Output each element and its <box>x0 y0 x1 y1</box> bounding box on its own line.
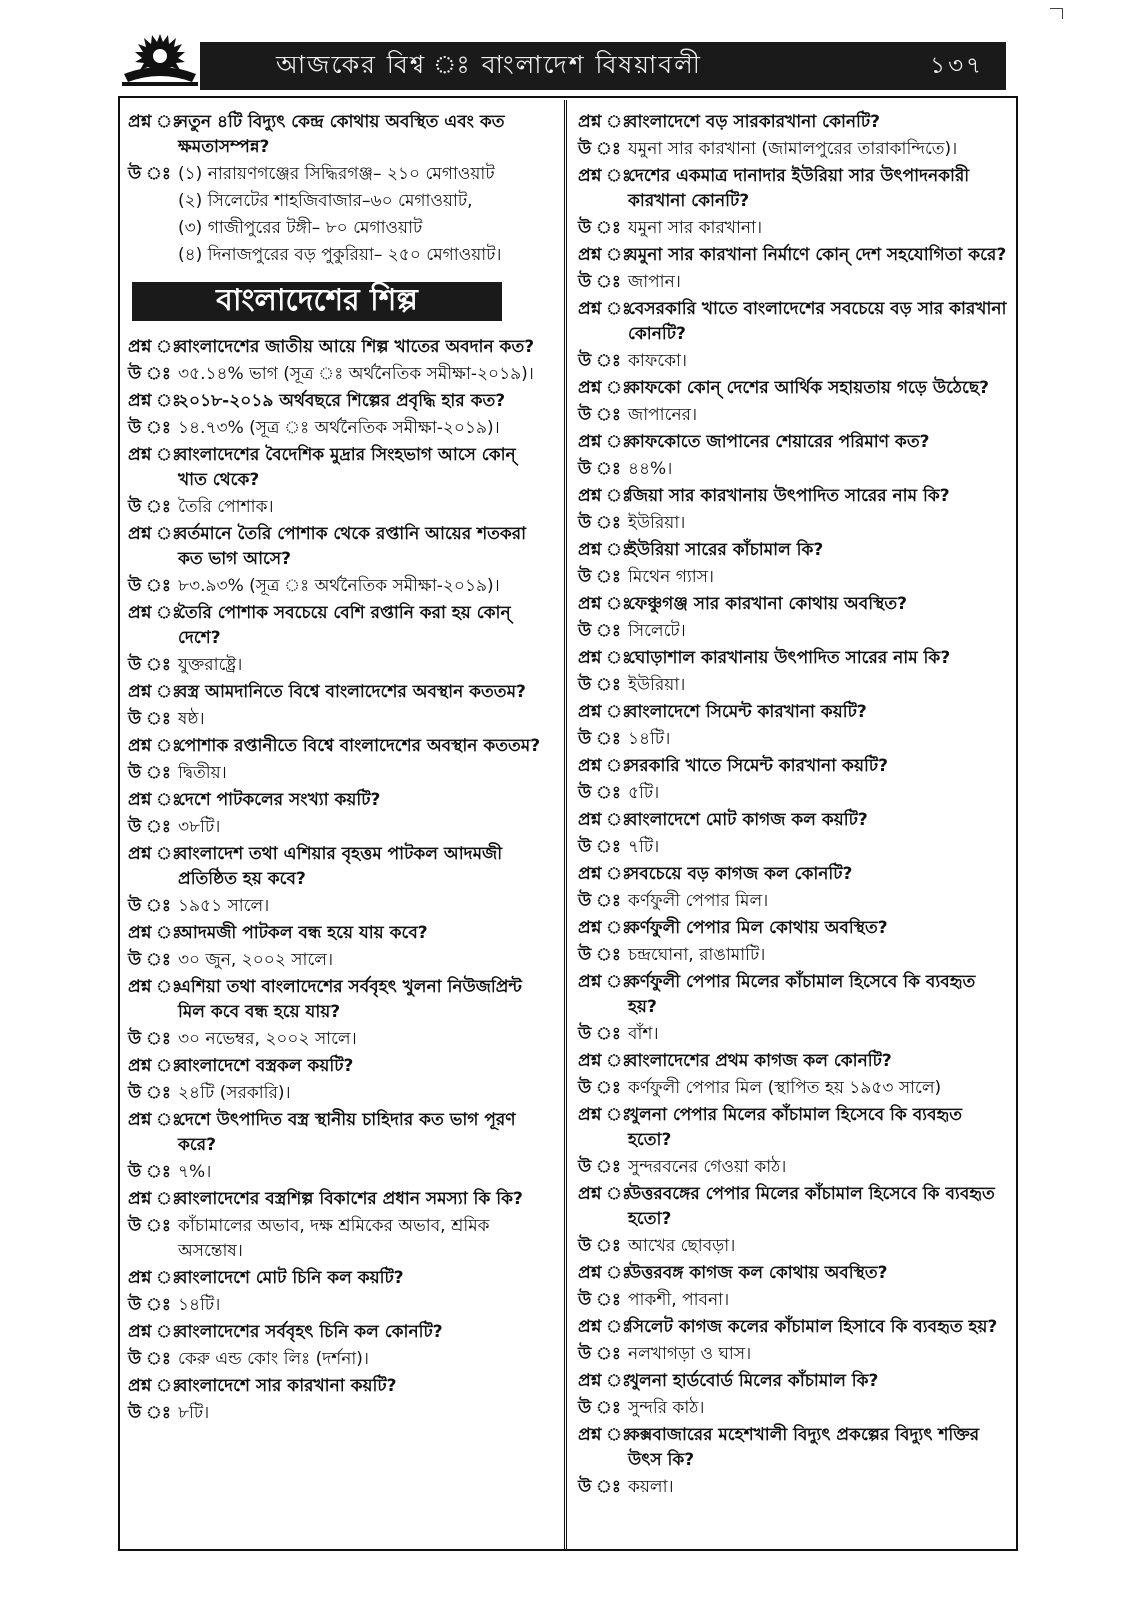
answer-label: উ ঃ <box>578 1024 621 1044</box>
question-text: ২০১৮-২০১৯ অর্থবছরে শিল্পের প্রবৃদ্ধি হার কত? <box>178 391 506 411</box>
question <box>128 1187 548 1212</box>
answer <box>128 1401 548 1426</box>
question <box>128 522 548 572</box>
answer-item: (১) নারায়ণগঞ্জের সিদ্ধিরগঞ্জ– ২১০ মেগাওয়াট <box>178 164 495 184</box>
question-label: প্রশ্ন ঃ <box>578 1371 632 1391</box>
answer-text: দ্বিতীয়। <box>178 763 227 783</box>
answer-text: কাফকো। <box>628 351 687 371</box>
answer <box>578 565 1008 590</box>
question-label: প্রশ্ন ঃ <box>128 445 182 465</box>
answer <box>578 673 1008 698</box>
question-text: জিয়া সার কারখানায় উৎপাদিত সারের নাম কি? <box>628 486 950 506</box>
answer-label: উ ঃ <box>578 1398 621 1418</box>
question-label: প্রশ্ন ঃ <box>128 1376 182 1396</box>
page-header <box>200 42 1006 90</box>
answer <box>578 889 1008 914</box>
question-text: বাংলাদেশের বৈদেশিক মুদ্রার সিংহভাগ আসে কোন্ খাত থেকে? <box>178 445 516 490</box>
question <box>128 734 548 759</box>
answer <box>578 943 1008 968</box>
question <box>128 335 548 360</box>
question-text: ইউরিয়া সারের কাঁচামাল কি? <box>628 540 824 560</box>
question-label: প্রশ্ন ঃ <box>128 1110 182 1130</box>
question-text: বাংলাদেশে মোট চিনি কল কয়টি? <box>178 1268 404 1288</box>
answer-label: উ ঃ <box>578 513 621 533</box>
answer-text: ৫টি। <box>628 783 660 803</box>
question <box>578 592 1008 617</box>
question-label: প্রশ্ন ঃ <box>128 977 182 997</box>
question-text: কর্ণফুলী পেপার মিলের কাঁচামাল হিসেবে কি ব্যবহৃত হয়? <box>628 972 976 1017</box>
answer-label: উ ঃ <box>578 351 621 371</box>
answer-text: চন্দ্রঘোনা, রাঙামাটি। <box>628 945 766 965</box>
answer <box>578 137 1008 162</box>
question-label: প্রশ্ন ঃ <box>128 682 182 702</box>
answer-text: ৩০ নভেম্বর, ২০০২ সালে। <box>178 1029 357 1049</box>
answer <box>128 416 548 441</box>
answer <box>578 216 1008 241</box>
answer-text: ১৪টি। <box>628 729 671 749</box>
answer <box>578 1288 1008 1313</box>
question-label: প্রশ্ন ঃ <box>578 540 632 560</box>
answer <box>128 653 548 678</box>
answer <box>128 362 548 387</box>
answer-text: কেরু এন্ড কোং লিঃ (দর্শনা)। <box>178 1349 369 1369</box>
answer <box>128 1160 548 1185</box>
answer-label: উ ঃ <box>128 763 171 783</box>
answer-text: সুন্দরবনের গেওয়া কাঠ। <box>628 1157 787 1177</box>
answer <box>578 1475 1008 1500</box>
question-label: প্রশ্ন ঃ <box>578 1317 632 1337</box>
question <box>578 1369 1008 1394</box>
question-text: ফেঞ্চুগঞ্জ সার কারখানা কোথায় অবস্থিত? <box>628 594 907 614</box>
answer <box>128 761 548 786</box>
question-text: কক্সবাজারের মহেশখালী বিদ্যুৎ প্রকল্পের বিদ্যুৎ শক্তির উৎস কি? <box>628 1425 980 1470</box>
answer-text: যমুনা সার কারখানা। <box>628 218 763 238</box>
answer-text: পাকশী, পাবনা। <box>628 1290 730 1310</box>
answer <box>578 619 1008 644</box>
answer-text: ৩৮টি। <box>178 817 221 837</box>
answer-text: কয়লা। <box>628 1477 674 1497</box>
question-text: বেসরকারি খাতে বাংলাদেশের সবচেয়ে বড় সার কারখানা কোনটি? <box>628 299 1007 344</box>
answer <box>578 1022 1008 1047</box>
answer-label: উ ঃ <box>128 164 171 184</box>
corner-mark <box>1050 8 1063 19</box>
left-qa-list <box>128 335 548 1426</box>
question-label: প্রশ্ন ঃ <box>128 844 182 864</box>
answer <box>578 349 1008 374</box>
question-label: প্রশ্ন ঃ <box>578 299 632 319</box>
question-text: বাংলাদেশের সর্ববৃহৎ চিনি কল কোনটি? <box>178 1322 443 1342</box>
question <box>578 646 1008 671</box>
answer <box>578 457 1008 482</box>
answer-text: যুক্তরাষ্ট্রে। <box>178 655 243 675</box>
answer-text: ৭%। <box>178 1162 212 1182</box>
answer-item: (৪) দিনাজপুরের বড় পুকুরিয়া– ২৫০ মেগাওয়াট। <box>178 245 502 265</box>
answer-label: উ ঃ <box>578 621 621 641</box>
question <box>128 921 548 946</box>
answer-text: আখের ছোবড়া। <box>628 1236 736 1256</box>
question-label: প্রশ্ন ঃ <box>128 337 182 357</box>
answer-text: জাপান। <box>628 272 681 292</box>
question-text: বাংলাদেশে সার কারখানা কয়টি? <box>178 1376 397 1396</box>
question-label: প্রশ্ন ঃ <box>128 524 182 544</box>
answer <box>578 511 1008 536</box>
question-label: প্রশ্ন ঃ <box>578 245 632 265</box>
question <box>578 376 1008 401</box>
question-text: খুলনা হার্ডবোর্ড মিলের কাঁচামাল কি? <box>628 1371 879 1391</box>
answer-text: কর্ণফুলী পেপার মিল (স্থাপিত হয় ১৯৫৩ সালে) <box>628 1078 942 1098</box>
answer-list <box>178 162 548 270</box>
question-label: প্রশ্ন ঃ <box>578 756 632 776</box>
question-label: প্রশ্ন ঃ <box>578 378 632 398</box>
answer <box>578 727 1008 752</box>
answer <box>128 1081 548 1106</box>
question-text: বাংলাদেশের প্রথম কাগজ কল কোনটি? <box>628 1051 892 1071</box>
question-label: প্রশ্ন ঃ <box>128 790 182 810</box>
question <box>578 164 1008 214</box>
answer <box>578 1396 1008 1421</box>
answer <box>128 495 548 520</box>
question <box>578 538 1008 563</box>
answer-text: ১৯৫১ সালে। <box>178 896 270 916</box>
answer-label: উ ঃ <box>128 418 171 438</box>
answer-label: উ ঃ <box>128 364 171 384</box>
answer-label: উ ঃ <box>128 817 171 837</box>
answer-label: উ ঃ <box>578 1078 621 1098</box>
answer-label: উ ঃ <box>128 1216 171 1236</box>
answer-text: ইউরিয়া। <box>628 675 686 695</box>
question-label: প্রশ্ন ঃ <box>128 391 182 411</box>
question-label: প্রশ্ন ঃ <box>578 810 632 830</box>
answer <box>578 1342 1008 1367</box>
question <box>128 1266 548 1291</box>
question <box>578 1315 1008 1340</box>
question-label: প্রশ্ন ঃ <box>578 1184 632 1204</box>
question-text: পোশাক রপ্তানীতে বিশ্বে বাংলাদেশের অবস্থান কততম? <box>178 736 541 756</box>
question-text: সবচেয়ে বড় কাগজ কল কোনটি? <box>628 864 853 884</box>
page-number: ১৩৭ <box>930 52 984 79</box>
answer <box>128 574 548 599</box>
question <box>578 1103 1008 1153</box>
answer-text: কাঁচামালের অভাব, দক্ষ শ্রমিকের অভাব, শ্রমিক অসন্তোষ। <box>178 1216 490 1261</box>
answer-label: উ ঃ <box>128 1083 171 1103</box>
question-label: প্রশ্ন ঃ <box>128 1322 182 1342</box>
question-label: প্রশ্ন ঃ <box>128 1056 182 1076</box>
question-label: প্রশ্ন ঃ <box>128 1268 182 1288</box>
answer-label: উ ঃ <box>128 1349 171 1369</box>
question <box>128 601 548 651</box>
header-title: আজকের বিশ্ব ঃ বাংলাদেশ বিষয়াবলী <box>276 49 702 79</box>
answer-label: উ ঃ <box>128 1295 171 1315</box>
question <box>128 788 548 813</box>
question-text: নতুন ৪টি বিদ্যুৎ কেন্দ্র কোথায় অবস্থিত এবং কত ক্ষমতাসম্পন্ন? <box>178 112 505 157</box>
answer-item: (২) সিলেটের শাহজিবাজার–৬০ মেগাওয়াট, <box>178 191 473 211</box>
question <box>128 842 548 892</box>
answer-label: উ ঃ <box>578 1290 621 1310</box>
answer-text: ৮৩.৯৩% (সূত্র ঃ অর্থনৈতিক সমীক্ষা-২০১৯)। <box>178 576 500 596</box>
question <box>128 1374 548 1399</box>
question <box>578 484 1008 509</box>
question-text: উত্তরবঙ্গের পেপার মিলের কাঁচামাল হিসেবে কি ব্যবহৃত হতো? <box>628 1184 995 1229</box>
answer-text: ৩৫.১৪% ভাগ (সূত্র ঃ অর্থনৈতিক সমীক্ষা-২০১৯)। <box>178 364 534 384</box>
question-text: বাংলাদেশের বস্ত্রশিল্প বিকাশের প্রধান সমস্যা কি কি? <box>178 1189 523 1209</box>
question-label: প্রশ্ন ঃ <box>128 736 182 756</box>
question-text: এশিয়া তথা বাংলাদেশের সর্ববৃহৎ খুলনা নিউজপ্রিন্ট মিল কবে বন্ধ হয়ে যায়? <box>178 977 522 1022</box>
question <box>578 862 1008 887</box>
left-column <box>128 110 548 1428</box>
answer-label: উ ঃ <box>128 1403 171 1423</box>
question <box>578 110 1008 135</box>
question <box>128 680 548 705</box>
right-qa-list <box>578 110 1008 1500</box>
answer-item: (৩) গাজীপুরের টঙ্গী– ৮০ মেগাওয়াট <box>178 218 423 238</box>
answer <box>578 403 1008 428</box>
right-column <box>578 110 1008 1502</box>
question <box>578 970 1008 1020</box>
question-text: খুলনা পেপার মিলের কাঁচামাল হিসেবে কি ব্যবহৃত হতো? <box>628 1105 963 1150</box>
question-text: উত্তরবঙ্গ কাগজ কল কোথায় অবস্থিত? <box>628 1263 888 1283</box>
question-text: কাফকো কোন্ দেশের আর্থিক সহায়তায় গড়ে উঠেছে? <box>628 378 990 398</box>
question <box>578 754 1008 779</box>
answer <box>128 948 548 973</box>
answer-text: ষষ্ঠ। <box>178 709 205 729</box>
column-divider <box>564 100 567 1550</box>
answer-label: উ ঃ <box>128 655 171 675</box>
answer <box>578 1234 1008 1259</box>
answer-label: উ ঃ <box>578 1477 621 1497</box>
answer-label: উ ঃ <box>578 567 621 587</box>
answer <box>128 1027 548 1052</box>
question-label: প্রশ্ন ঃ <box>578 972 632 992</box>
answer-label: উ ঃ <box>578 675 621 695</box>
question-label: প্রশ্ন ঃ <box>578 112 632 132</box>
answer-label: উ ঃ <box>578 139 621 159</box>
answer <box>128 815 548 840</box>
question <box>578 297 1008 347</box>
question-label: প্রশ্ন ঃ <box>128 923 182 943</box>
question-label: প্রশ্ন ঃ <box>578 166 632 186</box>
question-text: বাংলাদেশে বস্ত্রকল কয়টি? <box>178 1056 354 1076</box>
question-label: প্রশ্ন ঃ <box>578 918 632 938</box>
answer <box>128 162 548 270</box>
question-text: দেশে উৎপাদিত বস্ত্র স্থানীয় চাহিদার কত ভাগ পূরণ করে? <box>178 1110 516 1155</box>
question <box>128 1108 548 1158</box>
answer <box>578 1155 1008 1180</box>
answer-label: উ ঃ <box>128 497 171 517</box>
question-text: কর্ণফুলী পেপার মিল কোথায় অবস্থিত? <box>628 918 888 938</box>
question-text: কাফকোতে জাপানের শেয়ারের পরিমাণ কত? <box>628 432 930 452</box>
question <box>578 1049 1008 1074</box>
answer <box>128 1347 548 1372</box>
question <box>578 916 1008 941</box>
question <box>128 975 548 1025</box>
answer-text: ৭টি। <box>628 837 660 857</box>
question <box>128 110 548 160</box>
answer-text: ২৪টি (সরকারি)। <box>178 1083 291 1103</box>
question <box>578 1182 1008 1232</box>
answer-text: ১৪টি। <box>178 1295 221 1315</box>
answer-label: উ ঃ <box>128 896 171 916</box>
question <box>578 700 1008 725</box>
question-label: প্রশ্ন ঃ <box>128 1189 182 1209</box>
question-text: বাংলাদেশে মোট কাগজ কল কয়টি? <box>628 810 868 830</box>
answer-text: ৩০ জুন, ২০০২ সালে। <box>178 950 334 970</box>
question-text: যমুনা সার কারখানা নির্মাণে কোন্ দেশ সহযোগিতা করে? <box>628 245 1007 265</box>
question <box>128 1320 548 1345</box>
answer <box>128 707 548 732</box>
question-text: সিলেট কাগজ কলের কাঁচামাল হিসাবে কি ব্যবহৃত হয়? <box>628 1317 998 1337</box>
question <box>128 389 548 414</box>
question-text: বাংলাদেশের জাতীয় আয়ে শিল্প খাতের অবদান কত? <box>178 337 535 357</box>
answer <box>128 894 548 919</box>
question-label: প্রশ্ন ঃ <box>578 1263 632 1283</box>
answer <box>128 1293 548 1318</box>
answer-label: উ ঃ <box>578 459 621 479</box>
answer-label: উ ঃ <box>578 945 621 965</box>
answer-text: ইউরিয়া। <box>628 513 686 533</box>
answer <box>578 270 1008 295</box>
answer-label: উ ঃ <box>578 405 621 425</box>
answer-text: ৪৪%। <box>628 459 673 479</box>
answer-text: কর্ণফুলী পেপার মিল। <box>628 891 769 911</box>
question <box>578 1261 1008 1286</box>
answer-label: উ ঃ <box>578 891 621 911</box>
answer-label: উ ঃ <box>128 709 171 729</box>
question <box>578 430 1008 455</box>
question-label: প্রশ্ন ঃ <box>578 1425 632 1445</box>
answer-label: উ ঃ <box>578 837 621 857</box>
answer-label: উ ঃ <box>128 1029 171 1049</box>
answer-text: ১৪.৭৩% (সূত্র ঃ অর্থনৈতিক সমীক্ষা-২০১৯)। <box>178 418 500 438</box>
answer-text: তৈরি পোশাক। <box>178 497 274 517</box>
question-label: প্রশ্ন ঃ <box>578 432 632 452</box>
question-label: প্রশ্ন ঃ <box>128 112 182 132</box>
question <box>578 243 1008 268</box>
question-label: প্রশ্ন ঃ <box>578 1051 632 1071</box>
answer-text: জাপানের। <box>628 405 698 425</box>
question-text: বর্তমানে তৈরি পোশাক থেকে রপ্তানি আয়ের শতকরা কত ভাগ আসে? <box>178 524 527 569</box>
question-label: প্রশ্ন ঃ <box>578 702 632 722</box>
answer-text: বাঁশ। <box>628 1024 659 1044</box>
answer-label: উ ঃ <box>128 950 171 970</box>
answer-label: উ ঃ <box>578 218 621 238</box>
question <box>128 1054 548 1079</box>
question-text: বস্ত্র আমদানিতে বিশ্বে বাংলাদেশের অবস্থান কততম? <box>178 682 526 702</box>
answer-label: উ ঃ <box>578 1236 621 1256</box>
answer-label: উ ঃ <box>128 1162 171 1182</box>
emblem-logo-icon <box>118 30 202 92</box>
question <box>578 808 1008 833</box>
answer-label: উ ঃ <box>128 576 171 596</box>
answer <box>578 835 1008 860</box>
answer-text: নলখাগড়া ও ঘাস। <box>628 1344 752 1364</box>
section-title: বাংলাদেশের শিল্প <box>132 282 502 321</box>
question-label: প্রশ্ন ঃ <box>128 603 182 623</box>
answer-text: ৮টি। <box>178 1403 210 1423</box>
answer <box>578 1076 1008 1101</box>
question-label: প্রশ্ন ঃ <box>578 594 632 614</box>
answer-text: যমুনা সার কারখানা (জামালপুরের তারাকান্দিতে)। <box>628 139 958 159</box>
question-text: দেশের একমাত্র দানাদার ইউরিয়া সার উৎপাদনকারী কারখানা কোনটি? <box>628 166 970 211</box>
answer-label: উ ঃ <box>578 783 621 803</box>
question-text: আদমজী পাটকল বন্ধ হয়ে যায় কবে? <box>178 923 428 943</box>
question-text: বাংলাদেশে বড় সারকারখানা কোনটি? <box>628 112 881 132</box>
answer-label: উ ঃ <box>578 1344 621 1364</box>
question-text: দেশে পাটকলের সংখ্যা কয়টি? <box>178 790 381 810</box>
question-text: সরকারি খাতে সিমেন্ট কারখানা কয়টি? <box>628 756 888 776</box>
question-text: ঘোড়াশাল কারখানায় উৎপাদিত সারের নাম কি? <box>628 648 951 668</box>
question-label: প্রশ্ন ঃ <box>578 1105 632 1125</box>
answer-label: উ ঃ <box>578 272 621 292</box>
question-text: বাংলাদেশ তথা এশিয়ার বৃহত্তম পাটকল আদমজী প্রতিষ্ঠিত হয় কবে? <box>178 844 503 889</box>
answer <box>578 781 1008 806</box>
answer-text: সুন্দরি কাঠ। <box>628 1398 705 1418</box>
question-label: প্রশ্ন ঃ <box>578 486 632 506</box>
question <box>578 1423 1008 1473</box>
question-text: তৈরি পোশাক সবচেয়ে বেশি রপ্তানি করা হয় কোন্ দেশে? <box>178 603 511 648</box>
answer-text: মিথেন গ্যাস। <box>628 567 715 587</box>
question-text: বাংলাদেশে সিমেন্ট কারখানা কয়টি? <box>628 702 867 722</box>
answer-label: উ ঃ <box>578 1157 621 1177</box>
answer <box>128 1214 548 1264</box>
question-label: প্রশ্ন ঃ <box>578 864 632 884</box>
answer-text: সিলেটে। <box>628 621 686 641</box>
question <box>128 443 548 493</box>
answer-label: উ ঃ <box>578 729 621 749</box>
question-label: প্রশ্ন ঃ <box>578 648 632 668</box>
